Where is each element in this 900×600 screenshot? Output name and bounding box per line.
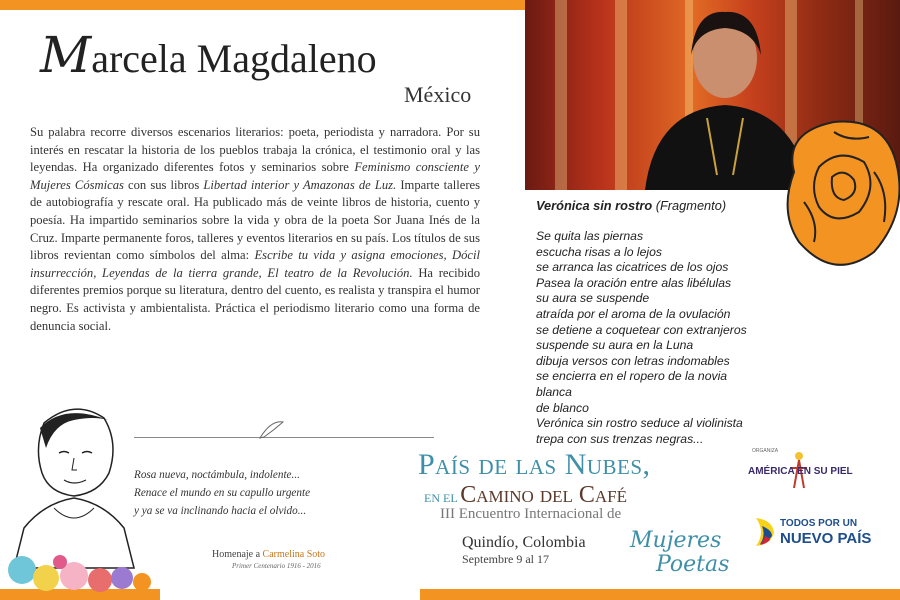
bio-part-2: con sus libros [123, 177, 204, 192]
poem-line: suspende su aura en la Luna [536, 338, 694, 353]
quote-block [134, 466, 414, 520]
logo-todos-label: TODOS POR UN [780, 518, 858, 529]
poetas-script: Poetas [656, 552, 730, 577]
logo-organiza-label: ORGANIZA [752, 448, 779, 454]
poem-body [536, 229, 796, 447]
bio-italic-1: Feminismo consciente y Mujeres Cósmicas [30, 160, 481, 192]
poem-line: Se quita las piernas [536, 229, 644, 243]
homenaje-name: Carmelina Soto [262, 549, 326, 560]
poem-title-note: (Fragmento) [652, 198, 727, 213]
poem-line: Verónica sin rostro seduce al violinista [536, 416, 743, 431]
mujeres-script: Mujeres [630, 528, 722, 553]
poem-line: trepa con sus trenzas negras... [536, 431, 704, 446]
poem-line: Pasea la oración entre alas libélulas [536, 275, 732, 290]
bio-part-1: Su palabra recorre diversos escenarios literarios: poeta, periodista y narradora. Por su interés en rescatar la historia de los pueblos trabaja la crónica, el testimonio oral y las leyendas. Ha organizado diferentes fotos y seminarios sobre [30, 125, 480, 175]
poem-line: de blanco [536, 400, 589, 415]
top-orange-bar [0, 0, 525, 10]
homenaje-label [212, 549, 325, 560]
poem-line: atraída por el aroma de la ovulación [536, 306, 731, 321]
bio-italic-3: Escribe tu vida y asigna emociones, Dócil insurrección, Leyendas de la tierra grande, El teatro de la Revolución. [30, 248, 480, 280]
quote-line: Rosa nueva, noctámbula, indolente... [134, 469, 300, 481]
title-initial: M [40, 26, 92, 84]
festival-title-line-1: País de las Nubes, [418, 448, 651, 481]
poem-line: blanca [536, 384, 572, 399]
title-rest: arcela Magdaleno [91, 36, 377, 81]
bio-part-3: Imparte talleres de autobiografía y rescate oral. Ha publicado más de veinte libros de historia, cuento y poesía. Ha impartido seminarios sobre la vida y obra de la poeta Sor Juana Inés de la Cruz. Imparte permanente foros, talleres y eventos literarios en su país. Los títulos de sus libros revientan como símbolos del alma: [30, 177, 480, 263]
colombia-flag-icon [752, 516, 778, 548]
poem-title [536, 198, 726, 213]
bio-italic-2: Libertad interior y Amazonas de Luz. [203, 177, 397, 192]
festival-dates: Septembre 9 al 17 [462, 552, 549, 566]
homenaje-subtitle: Primer Centenario 1916 - 2016 [232, 562, 321, 570]
poem-line: se arranca las cicatrices de los ojos [536, 260, 729, 275]
poem-line: su aura se suspende [536, 291, 650, 306]
festival-title-big: Camino del Café [460, 482, 628, 508]
festival-title-line-2 [424, 482, 627, 509]
country-label: México [404, 82, 472, 107]
biography-text [30, 124, 480, 335]
quill-ornament-icon [256, 418, 286, 442]
bottom-orange-bar [420, 589, 900, 600]
festival-subtitle: III Encuentro Internacional de [440, 506, 622, 522]
logo-america-label: AMÉRICA EN SU PIEL [748, 466, 853, 477]
page-title [40, 26, 500, 84]
america-en-su-piel-logo [748, 448, 858, 498]
poem-line: dibuja versos con letras indomables [536, 353, 730, 368]
poem-line: escucha risas a lo lejos [536, 244, 662, 259]
poem-title-main: Verónica sin rostro [536, 198, 653, 213]
quote-line: y ya se va inclinando hacia el olvido... [134, 505, 307, 517]
poem-line: se encierra en el ropero de la novia [536, 369, 728, 384]
festival-location: Quindío, Colombia [462, 534, 586, 551]
homenaje-prefix: Homenaje a [212, 549, 263, 560]
bio-part-4: Ha recibido diferentes premios porque su literatura, dentro del cuento, es realista y transpira el humor negro. Es activista y ambientalista. Práctica el periodismo literario como una forma de denuncia social. [30, 265, 480, 333]
poem-line: se detiene a coquetear con extranjeros [536, 322, 747, 337]
festival-title-small: EN EL [424, 491, 461, 505]
todos-por-un-nuevo-pais-logo [752, 512, 872, 562]
quote-line: Renace el mundo en su capullo urgente [134, 487, 311, 499]
logo-nuevo-pais-label: NUEVO PAÍS [780, 530, 872, 547]
